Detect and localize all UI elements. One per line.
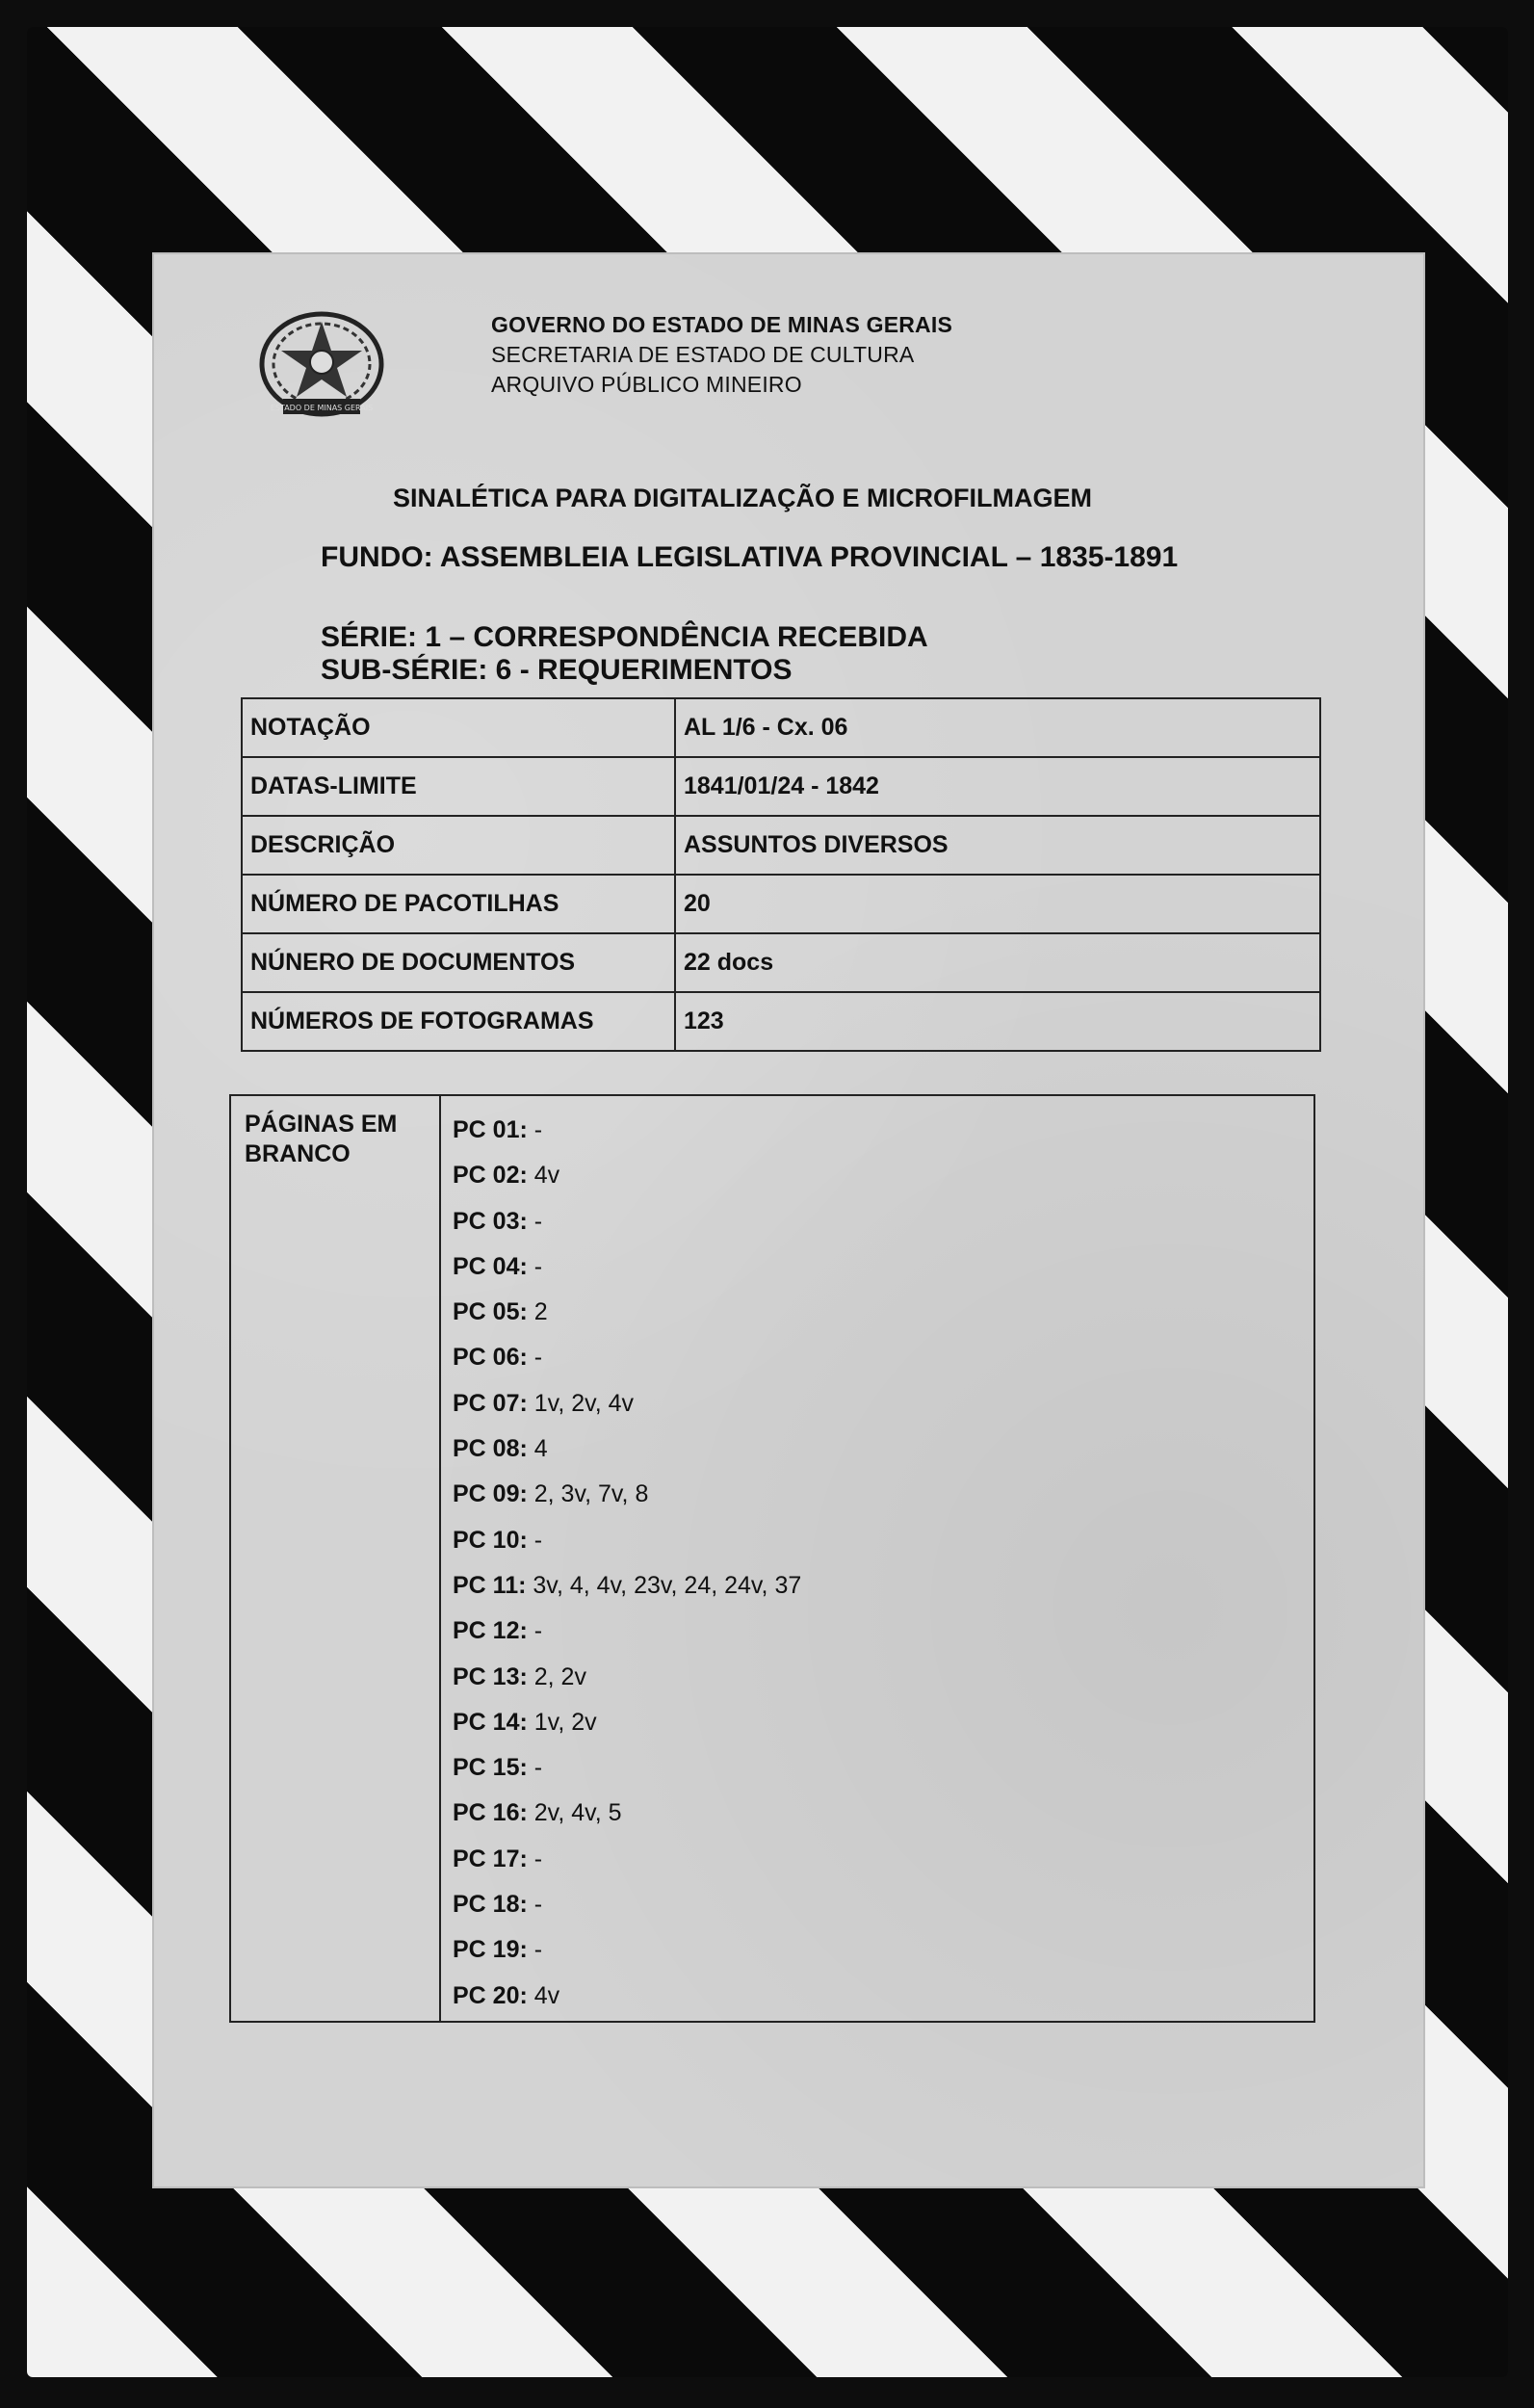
pc-pages: 3v, 4, 4v, 23v, 24, 24v, 37 bbox=[533, 1571, 802, 1599]
list-item bbox=[453, 1522, 801, 1567]
pc-label: PC 06: bbox=[453, 1344, 528, 1372]
pc-label: PC 11: bbox=[453, 1571, 527, 1599]
pc-label: PC 16: bbox=[453, 1799, 528, 1827]
list-item bbox=[453, 1203, 801, 1248]
header-line-1: GOVERNO DO ESTADO DE MINAS GERAIS bbox=[491, 312, 952, 337]
pc-label: PC 03: bbox=[453, 1207, 528, 1235]
row-value: 22 docs bbox=[675, 933, 1320, 992]
seal-text: ESTADO DE MINAS GERAIS bbox=[270, 404, 374, 412]
pc-label: PC 02: bbox=[453, 1162, 528, 1190]
institution-header bbox=[270, 310, 952, 412]
document-sheet bbox=[152, 252, 1425, 2188]
row-key: DATAS-LIMITE bbox=[242, 757, 675, 816]
pc-pages: - bbox=[533, 1207, 543, 1235]
list-item bbox=[453, 1749, 801, 1794]
fundo-heading: FUNDO: ASSEMBLEIA LEGISLATIVA PROVINCIAL – 1835-1891 bbox=[321, 541, 1179, 573]
pc-pages: 2, 3v, 7v, 8 bbox=[533, 1480, 649, 1508]
list-item bbox=[453, 1476, 801, 1521]
row-value: ASSUNTOS DIVERSOS bbox=[675, 816, 1320, 875]
pc-pages: 2 bbox=[533, 1298, 548, 1326]
pc-pages: 4 bbox=[533, 1435, 548, 1463]
pc-label: PC 19: bbox=[453, 1936, 528, 1964]
list-item bbox=[453, 1977, 801, 2023]
list-item bbox=[453, 1841, 801, 1886]
pc-pages: 1v, 2v bbox=[533, 1708, 597, 1736]
list-item bbox=[453, 1157, 801, 1202]
list-item bbox=[453, 1430, 801, 1476]
document-title: SINALÉTICA PARA DIGITALIZAÇÃO E MICROFILMAGEM bbox=[393, 484, 1092, 512]
row-key: NÚNERO DE DOCUMENTOS bbox=[242, 933, 675, 992]
serie-line: SÉRIE: 1 – CORRESPONDÊNCIA RECEBIDA bbox=[321, 621, 928, 653]
pc-pages: 1v, 2v, 4v bbox=[533, 1389, 635, 1417]
list-item bbox=[453, 1112, 801, 1157]
pc-label: PC 09: bbox=[453, 1480, 528, 1508]
table-row bbox=[242, 757, 1320, 816]
pc-pages: 2, 2v bbox=[533, 1662, 586, 1690]
pc-label: PC 15: bbox=[453, 1754, 528, 1782]
pc-pages: - bbox=[533, 1845, 543, 1872]
pc-label: PC 17: bbox=[453, 1845, 528, 1872]
list-item bbox=[453, 1931, 801, 1976]
row-value: AL 1/6 - Cx. 06 bbox=[675, 698, 1320, 757]
pc-pages: - bbox=[533, 1116, 543, 1143]
pc-pages: 4v bbox=[533, 1981, 560, 2009]
table-row bbox=[242, 875, 1320, 933]
pc-label: PC 07: bbox=[453, 1389, 528, 1417]
pc-label: PC 12: bbox=[453, 1617, 528, 1645]
row-value: 1841/01/24 - 1842 bbox=[675, 757, 1320, 816]
blank-label-line-1: PÁGINAS EM bbox=[245, 1111, 398, 1138]
pc-pages: - bbox=[533, 1526, 543, 1554]
list-item bbox=[453, 1339, 801, 1384]
blank-label-line-2: BRANCO bbox=[245, 1140, 351, 1167]
pc-pages: - bbox=[533, 1936, 543, 1964]
pc-label: PC 13: bbox=[453, 1662, 528, 1690]
pc-label: PC 18: bbox=[453, 1891, 528, 1919]
list-item bbox=[453, 1612, 801, 1658]
row-key: NÚMERO DE PACOTILHAS bbox=[242, 875, 675, 933]
pc-label: PC 08: bbox=[453, 1435, 528, 1463]
pc-pages: - bbox=[533, 1891, 543, 1919]
list-item bbox=[453, 1248, 801, 1294]
row-key: DESCRIÇÃO bbox=[242, 816, 675, 875]
list-item bbox=[453, 1659, 801, 1704]
row-key: NOTAÇÃO bbox=[242, 698, 675, 757]
pc-label: PC 10: bbox=[453, 1526, 528, 1554]
list-item bbox=[453, 1567, 801, 1612]
row-key: NÚMEROS DE FOTOGRAMAS bbox=[242, 992, 675, 1051]
pc-pages: - bbox=[533, 1617, 543, 1645]
row-value: 20 bbox=[675, 875, 1320, 933]
pc-label: PC 14: bbox=[453, 1708, 528, 1736]
pc-label: PC 05: bbox=[453, 1298, 528, 1326]
pc-pages: - bbox=[533, 1344, 543, 1372]
state-coat-of-arms-icon bbox=[254, 308, 389, 432]
pacotilha-list bbox=[453, 1112, 801, 2023]
subserie-line: SUB-SÉRIE: 6 - REQUERIMENTOS bbox=[321, 654, 793, 686]
pc-pages: 4v bbox=[533, 1162, 560, 1190]
pc-pages: 2v, 4v, 5 bbox=[533, 1799, 622, 1827]
table-row bbox=[242, 992, 1320, 1051]
table-row bbox=[242, 816, 1320, 875]
table-row bbox=[242, 698, 1320, 757]
blank-pages-box bbox=[229, 1094, 1315, 2023]
pc-label: PC 04: bbox=[453, 1252, 528, 1280]
list-item bbox=[453, 1704, 801, 1749]
list-item bbox=[453, 1886, 801, 1931]
table-row bbox=[242, 933, 1320, 992]
list-item bbox=[453, 1294, 801, 1339]
list-item bbox=[453, 1385, 801, 1430]
pc-pages: - bbox=[533, 1754, 543, 1782]
header-line-3: ARQUIVO PÚBLICO MINEIRO bbox=[491, 372, 802, 397]
list-item bbox=[453, 1794, 801, 1840]
header-line-2: SECRETARIA DE ESTADO DE CULTURA bbox=[491, 342, 915, 367]
pc-pages: - bbox=[533, 1252, 543, 1280]
blank-pages-label bbox=[231, 1096, 441, 2021]
serie-heading bbox=[321, 621, 928, 687]
metadata-table bbox=[241, 697, 1321, 1052]
row-value: 123 bbox=[675, 992, 1320, 1051]
pc-label: PC 20: bbox=[453, 1981, 528, 2009]
pc-label: PC 01: bbox=[453, 1116, 528, 1143]
